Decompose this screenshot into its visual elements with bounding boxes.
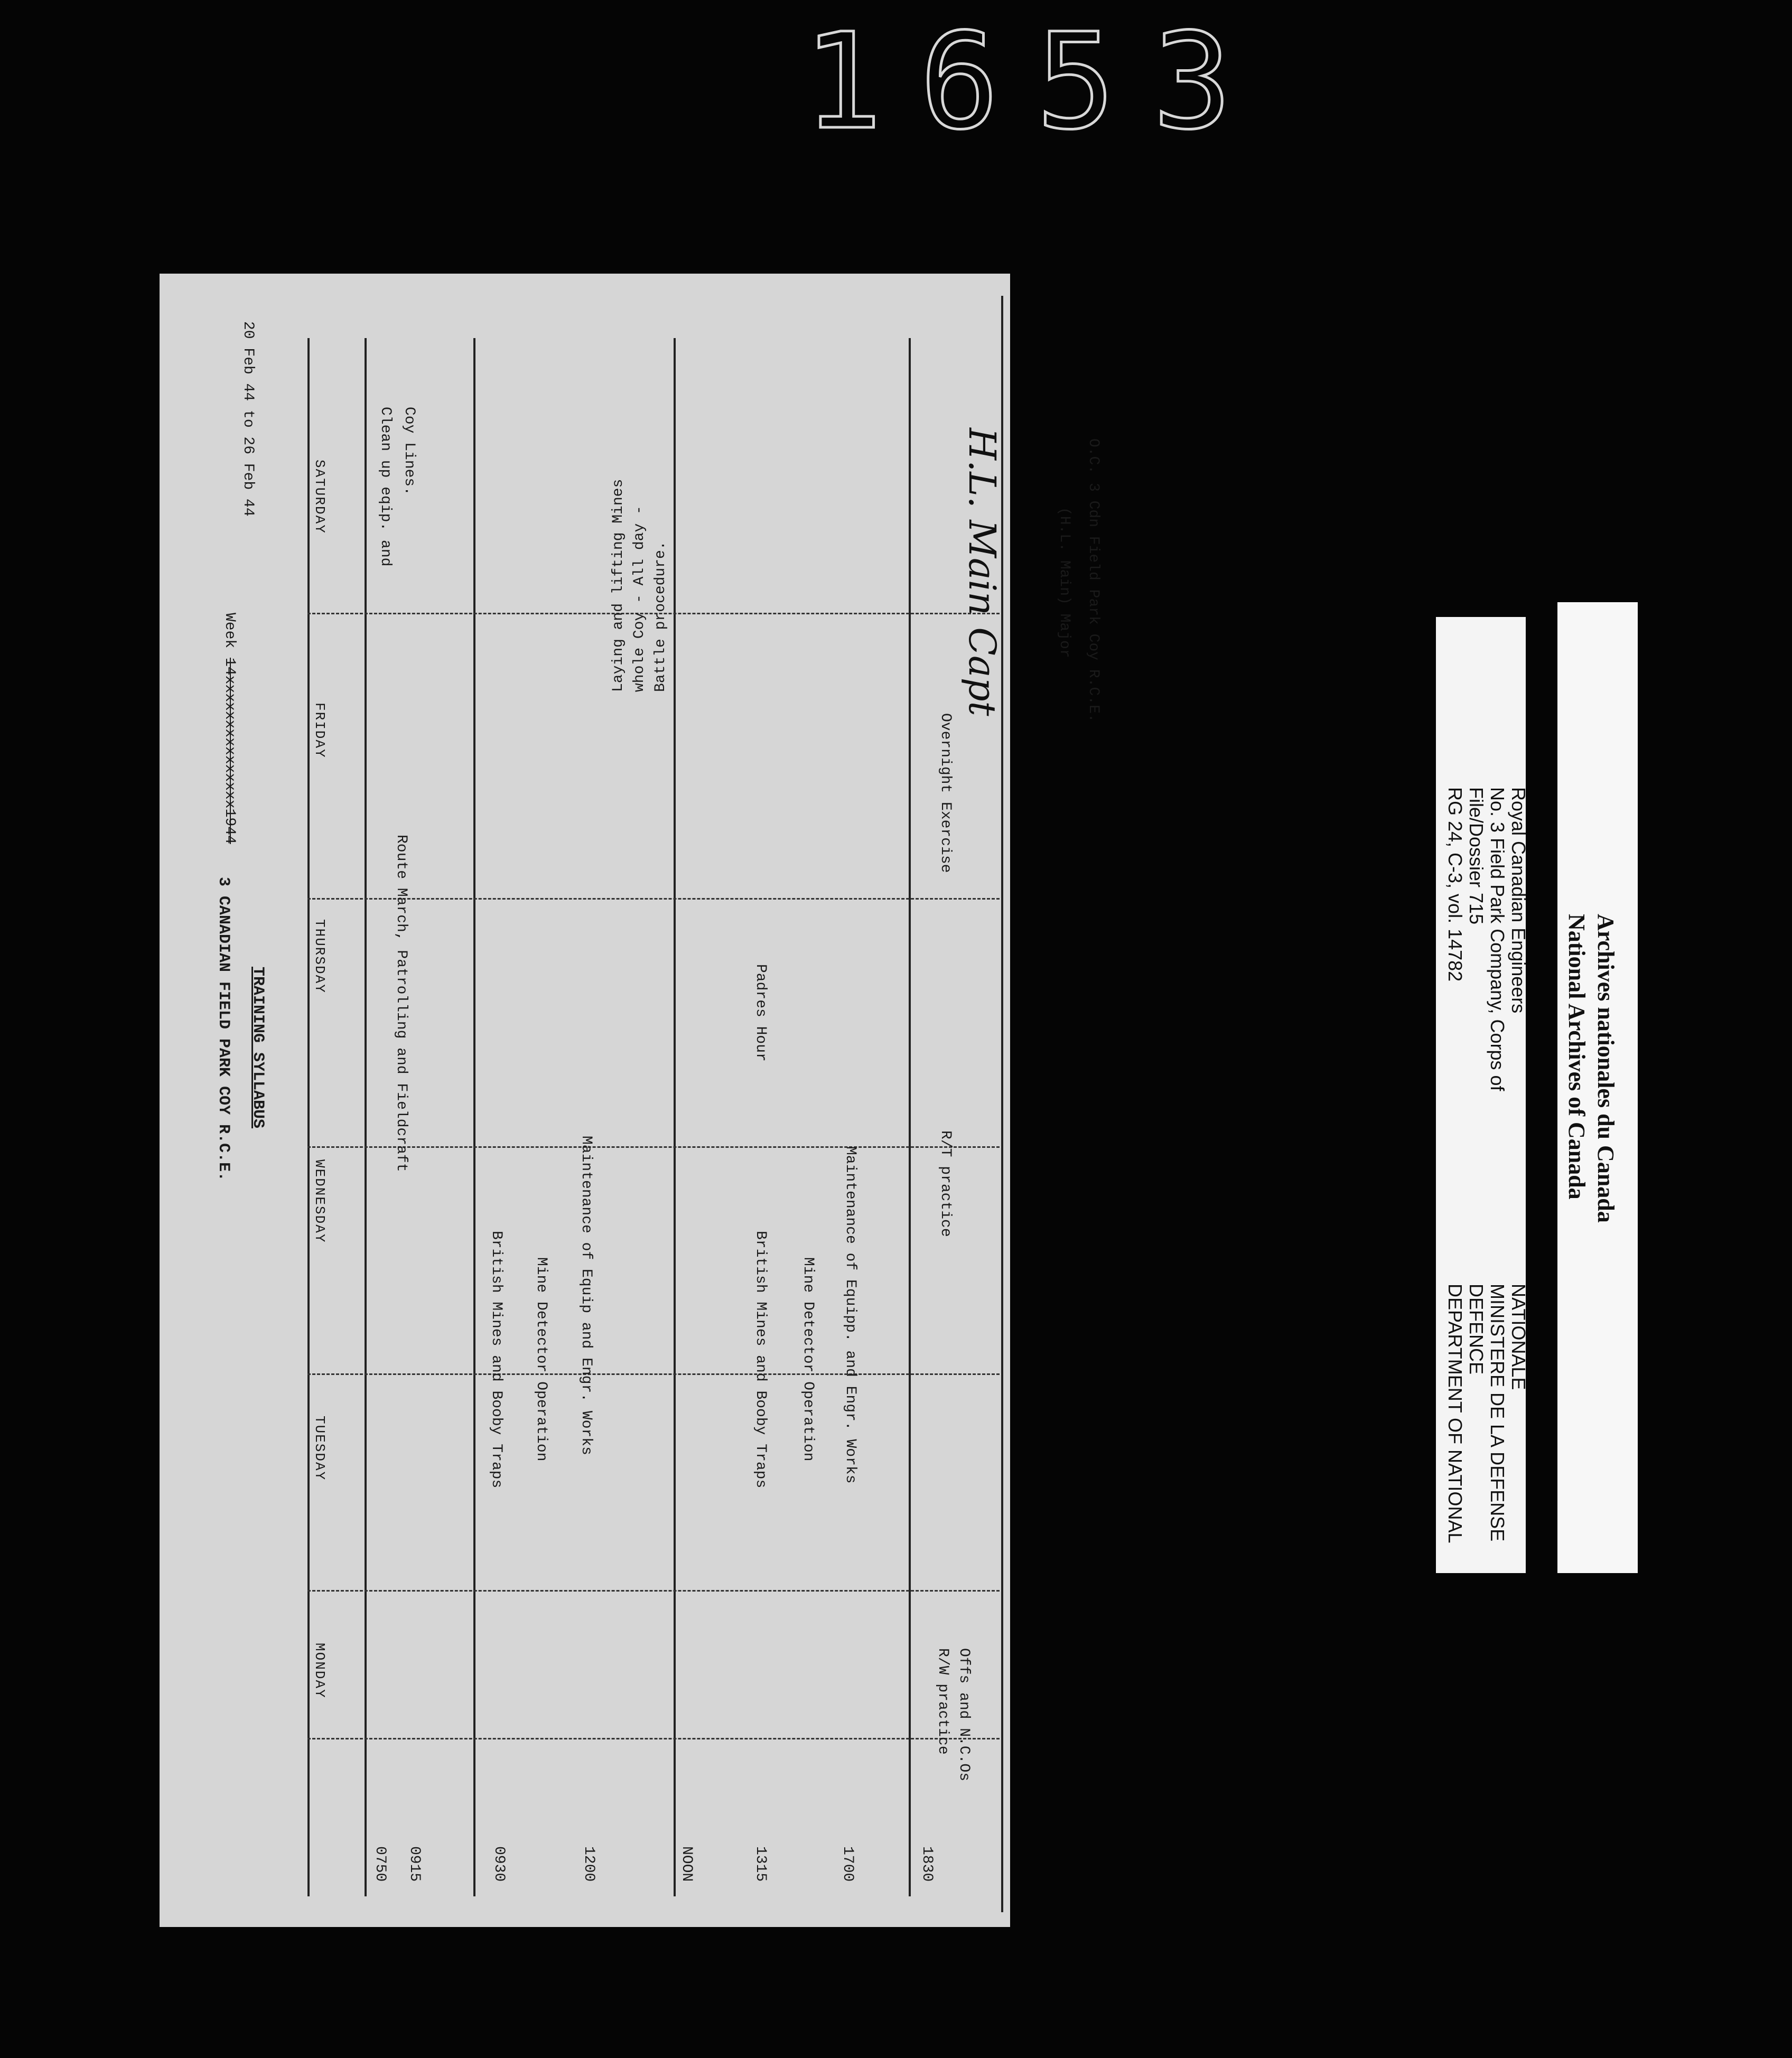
table-line-noon-start	[674, 338, 676, 1896]
entry-rw-practice: R/W practice	[935, 1648, 951, 1755]
signature-oc-line: O.C. 3 Cdn Field Park Coy R.C.E.	[1085, 438, 1102, 723]
week-label: Week	[221, 613, 238, 649]
time-0750: 0750	[372, 1846, 388, 1882]
entry-overnight: Overnight Exercise	[937, 713, 954, 873]
label-unit-2: Royal Canadian Engineers	[1508, 787, 1529, 1014]
time-1315: 1315	[752, 1846, 769, 1882]
table-line-header-right	[365, 338, 367, 1896]
entry-rt-practice: R/T practice	[937, 1130, 954, 1237]
label-archives-fr: Archives nationales du Canada	[1593, 914, 1619, 1223]
entry-padres-hour: Padres Hour	[752, 964, 769, 1062]
entry-route-march: Route March, Patrolling and Fieldcraft	[393, 835, 409, 1172]
label-unit-1: No. 3 Field Park Company, Corps of	[1487, 787, 1508, 1091]
time-noon: NOON	[678, 1846, 695, 1882]
entry-clean-up-2: Coy Lines.	[401, 407, 417, 496]
entry-pm-maint: Maintenance of Equipp. and Engr. Works	[842, 1146, 858, 1484]
entry-pm-detector: Mine Detector Operation	[800, 1257, 816, 1462]
day-divider-thu-fri	[307, 898, 1000, 900]
label-archives-en: National Archives of Canada	[1564, 914, 1590, 1200]
entry-am-detector: Mine Detector Operation	[533, 1257, 549, 1462]
week-range: 20 Feb 44 to 26 Feb 44	[240, 321, 256, 517]
entry-clean-up-1: Clean up eqip. and	[377, 407, 394, 567]
time-0930: 0930	[491, 1846, 507, 1882]
label-dept-fr-2: NATIONALE	[1508, 1284, 1529, 1390]
entry-am-mines: British Mines and Booby Traps	[488, 1231, 505, 1489]
signature-text: H.L. Main Capt	[960, 428, 1004, 716]
day-header-friday: FRIDAY	[312, 703, 328, 759]
table-line-am-end	[473, 338, 475, 1896]
label-ref: RG 24, C-3, vol. 14782	[1444, 787, 1466, 982]
frame-number: 1653	[803, 5, 1270, 158]
label-dept-fr-1: MINISTERE DE LA DEFENSE	[1487, 1284, 1508, 1542]
day-header-tuesday: TUESDAY	[312, 1416, 328, 1481]
unit-title: 3 CANADIAN FIELD PARK COY R.C.E.	[214, 877, 232, 1182]
label-dept-en-1: DEPARTMENT OF NATIONAL	[1444, 1284, 1466, 1544]
day-header-saturday: SATURDAY	[312, 460, 328, 534]
entry-friday-3: Battle procedure.	[652, 541, 669, 692]
entry-rw-offs: Offs and N.C.Os	[956, 1648, 972, 1782]
day-divider-tue-wed	[307, 1373, 1000, 1375]
handwritten-signature	[960, 428, 1004, 716]
day-divider-wed-thu	[307, 1146, 1000, 1148]
day-header-monday: MONDAY	[312, 1643, 328, 1699]
signature-name-line: (H.L. Main) Major	[1056, 507, 1072, 658]
label-file: File/Dossier 715	[1466, 787, 1487, 925]
day-divider-time-col	[307, 1738, 1000, 1739]
entry-friday-2: whole Coy - All day -	[631, 506, 648, 692]
week-struck: 14xxxxxxxxxxxxxxx1944	[221, 658, 238, 844]
table-line-header-left	[307, 338, 310, 1896]
day-header-thursday: THURSDAY	[312, 919, 328, 994]
entry-friday-1: Laying and lifting Mines	[610, 479, 627, 692]
label-dept-en-2: DEFENCE	[1466, 1284, 1487, 1375]
document-page	[160, 274, 1010, 1927]
table-line-evening	[909, 338, 911, 1896]
time-1700: 1700	[839, 1846, 856, 1882]
entry-am-maint: Maintenance of Equip and Engr. Works	[578, 1136, 594, 1455]
time-1830: 1830	[919, 1846, 935, 1882]
day-divider-mon-tue	[307, 1590, 1000, 1592]
day-header-wednesday: WEDNESDAY	[312, 1159, 328, 1243]
time-1200: 1200	[581, 1846, 597, 1882]
entry-pm-mines: British Mines and Booby Traps	[752, 1231, 769, 1489]
syllabus-title: TRAINING SYLLABUS	[249, 967, 267, 1129]
time-0915: 0915	[406, 1846, 423, 1882]
